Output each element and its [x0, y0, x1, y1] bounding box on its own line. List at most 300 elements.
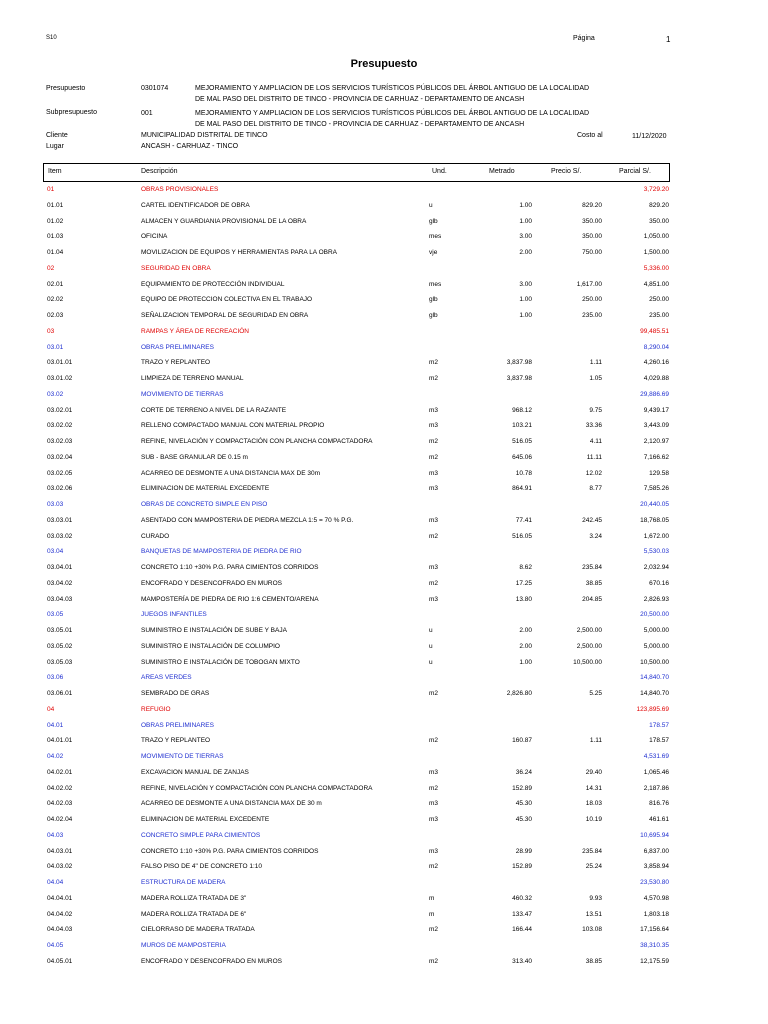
row-unit: m3: [429, 422, 439, 430]
row-precio: 235.84: [582, 847, 602, 855]
row-description: ESTRUCTURA DE MADERA: [141, 879, 226, 886]
row-metrado: 152.89: [512, 863, 532, 871]
row-item-code: 03.06: [47, 674, 64, 682]
row-description: CONCRETO 1:10 +30% P.G. PARA CIMIENTOS CORRIDOS: [141, 847, 319, 855]
row-metrado: 45.30: [515, 816, 532, 823]
table-row: [0, 451, 768, 467]
row-precio: 38.85: [585, 579, 602, 587]
software-code: S10: [46, 35, 57, 41]
table-row: [0, 782, 768, 798]
row-item-code: 03.05.03: [47, 658, 73, 666]
table-row: [0, 845, 768, 861]
row-precio: 8.77: [589, 485, 602, 493]
row-description: CONCRETO 1:10 +30% P.G. PARA CIMIENTOS CORRIDOS: [141, 564, 319, 571]
row-unit: glb: [429, 312, 438, 319]
row-item-code: 03: [47, 327, 55, 335]
row-precio: 1,617.00: [576, 280, 602, 288]
row-description: RAMPAS Y ÁREA DE RECREACIÓN: [141, 327, 250, 335]
row-item-code: 03.02.05: [47, 469, 73, 477]
row-metrado: 160.87: [512, 737, 532, 745]
row-unit: m3: [429, 516, 439, 524]
row-description: ENCOFRADO Y DESENCOFRADO EN MUROS: [141, 579, 282, 587]
col-descripcion: Descripción: [141, 168, 178, 175]
row-description: SEGURIDAD EN OBRA: [141, 264, 211, 272]
row-parcial: 1,500.00: [643, 249, 669, 256]
row-precio: 242.45: [582, 516, 602, 524]
row-item-code: 03.03: [47, 501, 64, 508]
row-description: CURADO: [141, 532, 170, 540]
row-precio: 235.84: [582, 564, 602, 571]
row-precio: 10,500.00: [573, 658, 602, 666]
row-metrado: 3.00: [519, 280, 532, 288]
table-row: [0, 624, 768, 640]
row-precio: 9.75: [589, 406, 602, 414]
table-row: [0, 719, 768, 735]
row-item-code: 04.05.01: [47, 957, 73, 965]
col-parcial: Parcial S/.: [619, 168, 651, 175]
row-precio: 11.11: [586, 453, 602, 461]
row-metrado: 1.00: [519, 201, 532, 209]
row-metrado: 152.89: [512, 784, 532, 792]
row-metrado: 2,826.80: [506, 690, 532, 697]
table-row: [0, 246, 768, 262]
row-parcial: 4,260.16: [643, 359, 669, 367]
table-row: [0, 215, 768, 231]
row-description: SUMINISTRO E INSTALACIÓN DE TOBOGAN MIXTO: [141, 658, 300, 666]
row-parcial: 23,530.80: [640, 879, 669, 886]
row-parcial: 1,672.00: [643, 532, 669, 540]
row-description: EXCAVACION MANUAL DE ZANJAS: [141, 768, 249, 776]
row-precio: 750.00: [582, 249, 602, 256]
subpresupuesto-desc-2: DE MAL PASO DEL DISTRITO DE TINCO - PROVINCIA DE CARHUAZ - DEPARTAMENTO DE ANCASH: [195, 121, 525, 128]
row-description: CONCRETO SIMPLE PARA CIMIENTOS: [141, 831, 261, 839]
row-unit: u: [429, 642, 433, 650]
row-parcial: 29,886.69: [640, 390, 669, 398]
row-metrado: 2.00: [519, 249, 532, 256]
table-row: [0, 419, 768, 435]
row-description: ENCOFRADO Y DESENCOFRADO EN MUROS: [141, 957, 282, 965]
table-row: [0, 593, 768, 609]
row-item-code: 03.02.04: [47, 453, 73, 461]
row-unit: m2: [429, 438, 439, 445]
row-metrado: 460.32: [512, 894, 532, 902]
row-unit: u: [429, 627, 433, 634]
row-metrado: 166.44: [512, 926, 532, 934]
row-parcial: 235.00: [649, 312, 669, 319]
row-unit: m2: [429, 690, 439, 697]
row-item-code: 03.01: [47, 343, 64, 351]
row-parcial: 3,858.94: [643, 863, 669, 871]
row-precio: 25.24: [585, 863, 602, 871]
row-metrado: 28.99: [515, 847, 532, 855]
row-description: BANQUETAS DE MAMPOSTERIA DE PIEDRA DE RIO: [141, 548, 302, 556]
row-precio: 9.93: [589, 894, 602, 902]
row-precio: 12.02: [585, 469, 602, 477]
row-description: SUB - BASE GRANULAR DE 0.15 m: [141, 453, 248, 461]
row-parcial: 7,585.26: [643, 485, 669, 493]
row-unit: m2: [429, 375, 439, 382]
row-item-code: 03.06.01: [47, 690, 73, 697]
row-description: TRAZO Y REPLANTEO: [141, 737, 211, 745]
row-metrado: 17.25: [515, 579, 532, 587]
row-unit: m3: [429, 564, 439, 571]
row-unit: m: [429, 894, 435, 902]
row-parcial: 10,695.94: [640, 831, 669, 839]
subpresupuesto-code: 001: [141, 110, 153, 117]
row-precio: 235.00: [582, 312, 602, 319]
table-row: [0, 388, 768, 404]
col-metrado: Metrado: [489, 168, 515, 175]
presupuesto-label: Presupuesto: [46, 85, 86, 92]
table-row: [0, 545, 768, 561]
row-parcial: 99,485.51: [640, 327, 669, 335]
row-precio: 204.85: [582, 595, 602, 603]
row-precio: 5.25: [589, 690, 602, 697]
row-parcial: 1,803.18: [643, 910, 669, 918]
table-row: [0, 703, 768, 719]
row-item-code: 03.01.02: [47, 375, 73, 382]
table-row: [0, 372, 768, 388]
row-item-code: 02.01: [47, 280, 64, 288]
row-item-code: 03.04.01: [47, 564, 73, 571]
row-item-code: 03.01.01: [47, 359, 73, 367]
row-precio: 1.11: [589, 359, 602, 367]
table-header: [43, 163, 670, 182]
table-row: [0, 766, 768, 782]
row-unit: m3: [429, 800, 439, 808]
table-row: [0, 923, 768, 939]
row-parcial: 250.00: [649, 296, 669, 304]
row-item-code: 02: [47, 264, 55, 272]
row-description: SUMINISTRO E INSTALACIÓN DE SUBE Y BAJA: [141, 627, 287, 634]
row-description: AREAS VERDES: [141, 674, 192, 682]
row-parcial: 816.76: [649, 800, 669, 808]
row-metrado: 13.80: [515, 595, 532, 603]
row-unit: m3: [429, 816, 439, 823]
row-precio: 3.24: [589, 532, 602, 540]
lugar-value: ANCASH - CARHUAZ - TINCO: [141, 143, 239, 150]
row-metrado: 645.06: [512, 453, 532, 461]
col-item: Item: [48, 168, 62, 175]
row-unit: mes: [429, 280, 442, 288]
row-item-code: 03.03.02: [47, 532, 73, 540]
table-row: [0, 183, 768, 199]
table-row: [0, 482, 768, 498]
row-item-code: 01.02: [47, 217, 64, 225]
table-row: [0, 498, 768, 514]
row-description: REFUGIO: [141, 705, 171, 713]
table-row: [0, 829, 768, 845]
row-metrado: 45.30: [515, 800, 532, 808]
row-parcial: 178.57: [649, 721, 669, 729]
row-description: JUEGOS INFANTILES: [141, 611, 207, 619]
presupuesto-code: 0301074: [141, 85, 169, 92]
table-row: [0, 687, 768, 703]
row-metrado: 1.00: [519, 658, 532, 666]
row-item-code: 04.04: [47, 879, 64, 886]
row-description: OBRAS PRELIMINARES: [141, 721, 214, 729]
row-unit: m3: [429, 469, 439, 477]
subpresupuesto-label: Subpresupuesto: [46, 109, 97, 116]
row-metrado: 36.24: [515, 768, 532, 776]
row-metrado: 103.21: [512, 422, 532, 430]
row-description: MOVIMIENTO DE TIERRAS: [141, 753, 224, 760]
row-item-code: 01: [47, 186, 55, 193]
row-description: MUROS DE MAMPOSTERIA: [141, 942, 226, 949]
lugar-label: Lugar: [46, 143, 64, 150]
table-row: [0, 293, 768, 309]
row-item-code: 03.02.01: [47, 406, 73, 414]
row-metrado: 8.62: [519, 564, 532, 571]
row-parcial: 1,050.00: [643, 233, 669, 241]
row-unit: u: [429, 201, 433, 209]
row-item-code: 03.02.03: [47, 438, 73, 445]
row-item-code: 03.04.03: [47, 595, 73, 603]
row-item-code: 04.04.01: [47, 894, 73, 902]
row-parcial: 6,837.00: [643, 847, 669, 855]
row-item-code: 02.03: [47, 312, 64, 319]
row-description: ELIMINACION DE MATERIAL EXCEDENTE: [141, 816, 270, 823]
table-row: [0, 230, 768, 246]
row-metrado: 1.00: [519, 312, 532, 319]
table-row: [0, 341, 768, 357]
table-row: [0, 797, 768, 813]
row-unit: vje: [429, 249, 438, 256]
row-item-code: 03.05.01: [47, 627, 73, 634]
budget-table-body: [0, 183, 768, 971]
row-description: CIELORRASO DE MADERA TRATADA: [141, 926, 255, 934]
row-precio: 2,500.00: [576, 642, 602, 650]
table-row: [0, 514, 768, 530]
row-precio: 2,500.00: [576, 627, 602, 634]
row-description: SUMINISTRO E INSTALACIÓN DE COLUMPIO: [141, 642, 280, 650]
row-parcial: 5,530.03: [643, 548, 669, 556]
row-description: ALMACEN Y GUARDIANIA PROVISIONAL DE LA OBRA: [141, 217, 307, 225]
row-item-code: 03.04.02: [47, 579, 73, 587]
subpresupuesto-desc-1: MEJORAMIENTO Y AMPLIACION DE LOS SERVICIOS TURÍSTICOS PÚBLICOS DEL ÁRBOL ANTIGUO DE LA LOCALIDAD: [195, 110, 590, 117]
table-row: [0, 876, 768, 892]
table-row: [0, 278, 768, 294]
row-description: SEÑALIZACION TEMPORAL DE SEGURIDAD EN OBRA: [141, 312, 309, 319]
row-description: CARTEL IDENTIFICADOR DE OBRA: [141, 201, 250, 209]
row-precio: 13.51: [585, 910, 602, 918]
row-description: MAMPOSTERÍA DE PIEDRA DE RIO 1:6 CEMENTO/ARENA: [141, 595, 319, 603]
row-parcial: 2,120.97: [643, 438, 669, 445]
row-metrado: 968.12: [512, 406, 532, 414]
row-parcial: 17,156.64: [640, 926, 669, 934]
table-row: [0, 892, 768, 908]
table-row: [0, 467, 768, 483]
row-item-code: 03.05: [47, 611, 64, 619]
row-description: OBRAS PROVISIONALES: [141, 186, 219, 193]
row-description: RELLENO COMPACTADO MANUAL CON MATERIAL PROPIO: [141, 422, 325, 430]
row-parcial: 20,500.00: [640, 611, 669, 619]
row-item-code: 04.02.01: [47, 768, 73, 776]
row-parcial: 5,000.00: [643, 642, 669, 650]
row-metrado: 133.47: [512, 910, 532, 918]
row-parcial: 20,440.05: [640, 501, 669, 508]
row-unit: m2: [429, 926, 439, 934]
row-parcial: 3,443.09: [643, 422, 669, 430]
row-description: OFICINA: [141, 233, 168, 241]
row-unit: glb: [429, 217, 438, 225]
row-precio: 250.00: [582, 296, 602, 304]
table-row: [0, 530, 768, 546]
row-description: MADERA ROLLIZA TRATADA DE 3": [141, 894, 247, 902]
row-parcial: 2,187.86: [643, 784, 669, 792]
row-unit: u: [429, 658, 433, 666]
row-description: LIMPIEZA DE TERRENO MANUAL: [141, 375, 244, 382]
row-metrado: 3.00: [519, 233, 532, 241]
row-description: CORTE DE TERRENO A NIVEL DE LA RAZANTE: [141, 406, 287, 414]
table-row: [0, 309, 768, 325]
row-parcial: 12,175.59: [640, 957, 669, 965]
row-description: MOVILIZACION DE EQUIPOS Y HERRAMIENTAS PARA LA OBRA: [141, 249, 338, 256]
row-metrado: 77.41: [515, 516, 532, 524]
row-item-code: 02.02: [47, 296, 64, 304]
row-description: REFINE, NIVELACIÓN Y COMPACTACIÓN CON PLANCHA COMPACTADORA: [141, 784, 373, 792]
row-unit: m2: [429, 784, 439, 792]
row-precio: 29.40: [585, 768, 602, 776]
row-parcial: 18,768.05: [640, 516, 669, 524]
col-precio: Precio S/.: [551, 168, 582, 175]
table-row: [0, 813, 768, 829]
table-row: [0, 608, 768, 624]
row-metrado: 516.05: [512, 532, 532, 540]
table-row: [0, 908, 768, 924]
row-unit: glb: [429, 296, 438, 304]
row-item-code: 03.03.01: [47, 516, 73, 524]
row-metrado: 10.78: [515, 469, 532, 477]
row-item-code: 04.02.04: [47, 816, 73, 823]
table-row: [0, 955, 768, 971]
row-parcial: 3,729.20: [643, 186, 669, 193]
costo-label: Costo al: [577, 132, 603, 139]
table-row: [0, 199, 768, 215]
table-row: [0, 561, 768, 577]
row-description: EQUIPO DE PROTECCION COLECTIVA EN EL TRABAJO: [141, 296, 313, 304]
row-unit: m2: [429, 359, 439, 367]
row-parcial: 123,895.69: [636, 705, 669, 713]
table-row: [0, 734, 768, 750]
presupuesto-desc-1: MEJORAMIENTO Y AMPLIACION DE LOS SERVICIOS TURÍSTICOS PÚBLICOS DEL ÁRBOL ANTIGUO DE LA LOCALIDAD: [195, 85, 590, 92]
row-metrado: 1.00: [519, 217, 532, 225]
row-parcial: 829.20: [649, 201, 669, 209]
row-unit: m3: [429, 406, 439, 414]
table-row: [0, 577, 768, 593]
row-parcial: 1,065.46: [643, 768, 669, 776]
row-description: ELIMINACION DE MATERIAL EXCEDENTE: [141, 485, 270, 493]
row-precio: 1.11: [589, 737, 602, 745]
table-row: [0, 435, 768, 451]
row-parcial: 129.58: [649, 469, 669, 477]
row-item-code: 03.05.02: [47, 642, 73, 650]
row-item-code: 04.01.01: [47, 737, 73, 745]
row-precio: 33.36: [585, 422, 602, 430]
row-precio: 38.85: [585, 957, 602, 965]
table-row: [0, 656, 768, 672]
row-precio: 103.08: [582, 926, 602, 934]
cliente-label: Cliente: [46, 132, 68, 139]
row-unit: m2: [429, 532, 439, 540]
cliente-value: MUNICIPALIDAD DISTRITAL DE TINCO: [141, 132, 268, 139]
table-row: [0, 750, 768, 766]
row-parcial: 4,570.98: [643, 894, 669, 902]
row-precio: 1.05: [589, 375, 602, 382]
costo-date: 11/12/2020: [632, 133, 667, 140]
row-unit: m: [429, 910, 435, 918]
row-parcial: 9,439.17: [643, 406, 669, 414]
row-item-code: 04.05: [47, 942, 64, 949]
row-description: OBRAS PRELIMINARES: [141, 343, 214, 351]
row-item-code: 03.02.02: [47, 422, 73, 430]
table-row: [0, 356, 768, 372]
row-precio: 10.19: [585, 816, 602, 823]
row-item-code: 04.04.03: [47, 926, 73, 934]
row-precio: 350.00: [582, 217, 602, 225]
row-description: EQUIPAMIENTO DE PROTECCIÓN INDIVIDUAL: [141, 280, 285, 288]
page-label: Página: [573, 35, 595, 42]
row-unit: m2: [429, 579, 439, 587]
table-row: [0, 939, 768, 955]
row-parcial: 4,851.00: [643, 280, 669, 288]
row-parcial: 7,166.62: [643, 453, 669, 461]
row-parcial: 461.61: [649, 816, 669, 823]
row-parcial: 2,032.94: [643, 564, 669, 571]
table-row: [0, 860, 768, 876]
row-unit: m2: [429, 453, 439, 461]
row-item-code: 04: [47, 705, 55, 713]
row-precio: 350.00: [582, 233, 602, 241]
table-row: [0, 640, 768, 656]
page-title: Presupuesto: [350, 58, 418, 70]
row-description: FALSO PISO DE 4" DE CONCRETO 1:10: [141, 863, 263, 871]
row-unit: m3: [429, 485, 439, 493]
row-metrado: 313.40: [512, 957, 532, 965]
row-parcial: 670.16: [649, 579, 669, 587]
col-und: Und.: [432, 168, 447, 175]
row-item-code: 03.02.06: [47, 485, 73, 493]
row-item-code: 04.02: [47, 753, 64, 760]
table-row: [0, 325, 768, 341]
row-metrado: 2.00: [519, 642, 532, 650]
row-metrado: 516.05: [512, 438, 532, 445]
row-parcial: 350.00: [649, 217, 669, 225]
row-item-code: 01.03: [47, 233, 64, 241]
row-description: ASENTADO CON MAMPOSTERIA DE PIEDRA MEZCLA 1:5 = 70 % P.G.: [141, 516, 354, 524]
row-metrado: 3,837.98: [506, 375, 532, 382]
presupuesto-desc-2: DE MAL PASO DEL DISTRITO DE TINCO - PROVINCIA DE CARHUAZ - DEPARTAMENTO DE ANCASH: [195, 96, 525, 103]
row-metrado: 3,837.98: [506, 359, 532, 367]
row-item-code: 04.03.02: [47, 863, 73, 871]
row-parcial: 4,029.88: [643, 375, 669, 382]
row-metrado: 1.00: [519, 296, 532, 304]
table-row: [0, 404, 768, 420]
row-item-code: 04.03: [47, 831, 64, 839]
table-row: [0, 262, 768, 278]
row-parcial: 5,000.00: [643, 627, 669, 634]
table-row: [0, 671, 768, 687]
row-metrado: 864.91: [512, 485, 532, 493]
row-unit: m3: [429, 847, 439, 855]
row-precio: 18.03: [585, 800, 602, 808]
row-description: MOVIMIENTO DE TIERRAS: [141, 390, 224, 398]
row-metrado: 2.00: [519, 627, 532, 634]
row-item-code: 01.04: [47, 249, 64, 256]
row-item-code: 04.04.02: [47, 910, 73, 918]
row-parcial: 5,336.00: [643, 264, 669, 272]
row-parcial: 10,500.00: [640, 658, 669, 666]
